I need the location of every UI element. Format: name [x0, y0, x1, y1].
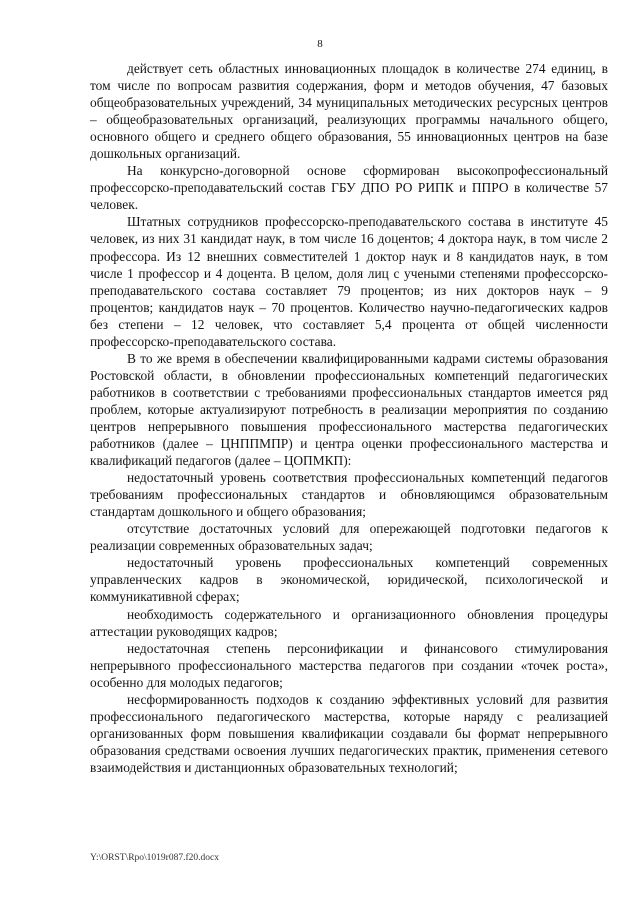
list-item-training-conditions: отсутствие достаточных условий для опережающей подготовки педагогов к реализации современных образовательных задач; [90, 521, 608, 554]
paragraph-teaching-staff: На конкурсно-договорной основе сформирован высокопрофессиональный профессорско-преподавательский состав ГБУ ДПО РО РИПК и ППРО в количестве 57 человек. [90, 163, 608, 213]
paragraph-innovation-sites: действует сеть областных инновационных площадок в количестве 274 единиц, в том числе по вопросам развития содержания, форм и методов обучения, 47 базовых общеобразовательных учреждений, 34 муниципальных методических ресурсных центров – общеобразовательных организаций, реализующих программы начального общего, основного общего и среднего общего образования, 55 инновационных центров на базе дошкольных организаций. [90, 61, 608, 162]
list-item-competency-level: недостаточный уровень соответствия профессиональных компетенций педагогов требованиям профессиональных стандартов и обновляющимся образовательным стандартам дошкольного и общего образования; [90, 470, 608, 520]
page-number: 8 [317, 38, 323, 50]
list-item-management-competencies: недостаточный уровень профессиональных компетенций современных управленческих кадров в экономической, юридической, психологической и коммуникативной сферах; [90, 555, 608, 605]
paragraph-staff-statistics: Штатных сотрудников профессорско-преподавательского состава в институте 45 человек, из них 31 кандидат наук, в том числе 16 доцентов; 4 доктора наук, в том числе 2 профессора. Из 12 внешних совместителей 1 доктор наук и 8 кандидатов наук, в том числе 1 профессор и 4 доцента. В целом, доля лиц с учеными степенями профессорско-преподавательского состава составляет 79 процентов; из них докторов наук – 9 процентов; кандидатов наук – 70 процентов. Количество научно-педагогических кадров без степени – 12 человек, что составляет 5,4 процента от общей численности профессорско-преподавательского состава. [90, 214, 608, 349]
document-body [90, 60, 608, 776]
list-item-attestation-update: необходимость содержательного и организационного обновления процедуры аттестации руководящих кадров; [90, 606, 608, 639]
file-path-footer: Y:\ORST\Rpo\1019r087.f20.docx [90, 853, 219, 863]
list-item-development-conditions: несформированность подходов к созданию эффективных условий для развития профессионального педагогического мастерства, которые наряду с реализацией организованных форм повышения квалификации создавали бы формат непрерывного образования средствами освоения лучших педагогических практик, применения сетевого взаимодействия и дистанционных образовательных технологий; [90, 691, 608, 775]
paragraph-problems-intro: В то же время в обеспечении квалифицированными кадрами системы образования Ростовской области, в обновлении профессиональных компетенций педагогических работников в соответствии с требованиями профессиональных стандартов имеется ряд проблем, которые актуализируют потребность в реализации мероприятия по созданию центров непрерывного повышения профессионального мастерства педагогических работников (далее – ЦНППМПР) и центра оценки профессионального мастерства и квалификаций педагогов (далее – ЦОПМКП): [90, 350, 608, 469]
list-item-personalization: недостаточная степень персонификации и финансового стимулирования непрерывного профессионального мастерства педагогов при создании «точек роста», особенно для молодых педагогов; [90, 640, 608, 690]
